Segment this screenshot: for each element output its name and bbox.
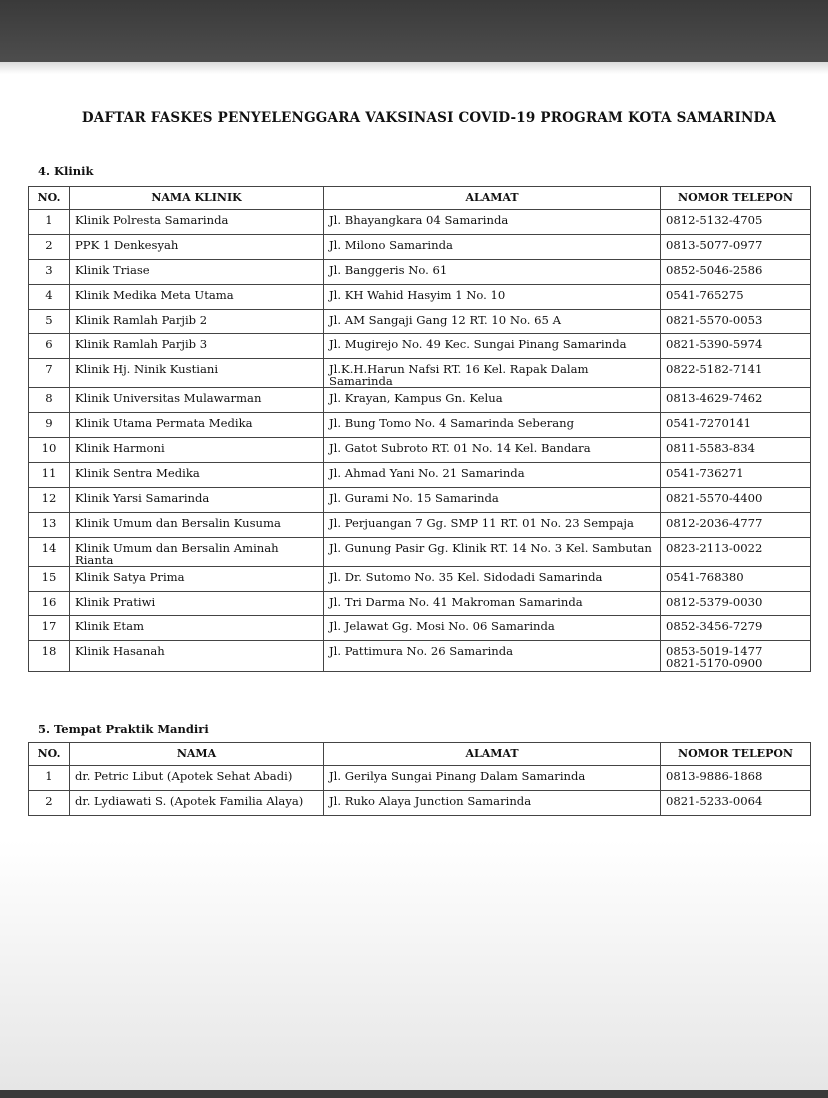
row-name: Klinik Harmoni [70, 438, 324, 463]
table-row [29, 359, 811, 388]
table-row [29, 234, 811, 259]
row-phone: 0812-5132-4705 [661, 210, 811, 235]
table-row [29, 766, 811, 791]
row-name: Klinik Yarsi Samarinda [70, 487, 324, 512]
column-header-phone: NOMOR TELEPON [661, 743, 811, 766]
row-address: Jl. Perjuangan 7 Gg. SMP 11 RT. 01 No. 23 Sempaja [324, 512, 661, 537]
table-row [29, 388, 811, 413]
table-row [29, 641, 811, 672]
column-header-phone: NOMOR TELEPON [661, 187, 811, 210]
row-number: 17 [29, 616, 70, 641]
row-name: Klinik Satya Prima [70, 566, 324, 591]
row-number: 9 [29, 413, 70, 438]
row-address: Jl. Bung Tomo No. 4 Samarinda Seberang [324, 413, 661, 438]
row-number: 15 [29, 566, 70, 591]
table-row [29, 512, 811, 537]
row-name: Klinik Medika Meta Utama [70, 284, 324, 309]
row-name: Klinik Ramlah Parjib 2 [70, 309, 324, 334]
row-address: Jl. Gerilya Sungai Pinang Dalam Samarinda [324, 766, 661, 791]
row-address: Jl. Krayan, Kampus Gn. Kelua [324, 388, 661, 413]
table-row [29, 309, 811, 334]
row-name: Klinik Etam [70, 616, 324, 641]
row-number: 13 [29, 512, 70, 537]
column-header-name: NAMA [70, 743, 324, 766]
column-header-no: NO. [29, 187, 70, 210]
row-number: 10 [29, 438, 70, 463]
row-name: dr. Lydiawati S. (Apotek Familia Alaya) [70, 790, 324, 815]
section-heading-tempat-praktik-mandiri: 5. Tempat Praktik Mandiri [38, 722, 209, 736]
row-name: dr. Petric Libut (Apotek Sehat Abadi) [70, 766, 324, 791]
row-address: Jl. Gurami No. 15 Samarinda [324, 487, 661, 512]
row-address: Jl. Gunung Pasir Gg. Klinik RT. 14 No. 3 Kel. Sambutan [324, 537, 661, 566]
row-address: Jl. KH Wahid Hasyim 1 No. 10 [324, 284, 661, 309]
window-bottom-bar [0, 1090, 828, 1098]
table-row [29, 537, 811, 566]
row-phone: 0541-7270141 [661, 413, 811, 438]
row-address: Jl. AM Sangaji Gang 12 RT. 10 No. 65 A [324, 309, 661, 334]
row-phone: 0822-5182-7141 [661, 359, 811, 388]
table-row [29, 210, 811, 235]
row-address: Jl. Pattimura No. 26 Samarinda [324, 641, 661, 672]
row-address: Jl. Mugirejo No. 49 Kec. Sungai Pinang Samarinda [324, 334, 661, 359]
row-name: Klinik Sentra Medika [70, 463, 324, 488]
row-phone: 0812-2036-4777 [661, 512, 811, 537]
row-number: 14 [29, 537, 70, 566]
row-phone: 0541-765275 [661, 284, 811, 309]
row-number: 3 [29, 259, 70, 284]
row-phone [661, 641, 811, 672]
row-address: Jl. Milono Samarinda [324, 234, 661, 259]
row-number: 2 [29, 790, 70, 815]
row-number: 18 [29, 641, 70, 672]
row-phone-primary: 0853-5019-1477 [666, 644, 763, 659]
document-title: DAFTAR FASKES PENYELENGGARA VAKSINASI COVID-19 PROGRAM KOTA SAMARINDA [81, 110, 777, 126]
row-name: Klinik Umum dan Bersalin Aminah Rianta [70, 537, 324, 566]
row-phone: 0811-5583-834 [661, 438, 811, 463]
row-phone: 0812-5379-0030 [661, 591, 811, 616]
table-header-row [29, 743, 811, 766]
table-row [29, 438, 811, 463]
table-row [29, 284, 811, 309]
page-top-shadow [0, 62, 828, 74]
row-phone-secondary: 0821-5170-0900 [666, 656, 763, 671]
row-number: 2 [29, 234, 70, 259]
row-number: 5 [29, 309, 70, 334]
row-number: 1 [29, 766, 70, 791]
row-address: Jl.K.H.Harun Nafsi RT. 16 Kel. Rapak Dalam Samarinda [324, 359, 661, 388]
row-address: Jl. Banggeris No. 61 [324, 259, 661, 284]
row-address: Jl. Gatot Subroto RT. 01 No. 14 Kel. Bandara [324, 438, 661, 463]
table-row [29, 487, 811, 512]
table-row [29, 790, 811, 815]
row-phone: 0813-5077-0977 [661, 234, 811, 259]
row-name: Klinik Utama Permata Medika [70, 413, 324, 438]
row-address: Jl. Ahmad Yani No. 21 Samarinda [324, 463, 661, 488]
table-row [29, 259, 811, 284]
column-header-name: NAMA KLINIK [70, 187, 324, 210]
row-address: Jl. Dr. Sutomo No. 35 Kel. Sidodadi Samarinda [324, 566, 661, 591]
table-row [29, 591, 811, 616]
row-address: Jl. Tri Darma No. 41 Makroman Samarinda [324, 591, 661, 616]
row-phone: 0852-5046-2586 [661, 259, 811, 284]
table-row [29, 616, 811, 641]
row-phone: 0541-768380 [661, 566, 811, 591]
table-row [29, 463, 811, 488]
row-number: 16 [29, 591, 70, 616]
row-name: Klinik Pratiwi [70, 591, 324, 616]
row-number: 8 [29, 388, 70, 413]
row-number: 1 [29, 210, 70, 235]
table-row [29, 334, 811, 359]
klinik-table [28, 186, 811, 672]
column-header-address: ALAMAT [324, 743, 661, 766]
row-address: Jl. Ruko Alaya Junction Samarinda [324, 790, 661, 815]
row-name: Klinik Hasanah [70, 641, 324, 672]
row-name: Klinik Triase [70, 259, 324, 284]
row-name: Klinik Ramlah Parjib 3 [70, 334, 324, 359]
row-number: 4 [29, 284, 70, 309]
row-phone: 0852-3456-7279 [661, 616, 811, 641]
page-bottom-shade [0, 840, 828, 1090]
praktik-mandiri-table [28, 742, 811, 816]
row-name: Klinik Hj. Ninik Kustiani [70, 359, 324, 388]
section-heading-klinik: 4. Klinik [38, 164, 94, 178]
row-phone: 0821-5570-0053 [661, 309, 811, 334]
row-name: Klinik Umum dan Bersalin Kusuma [70, 512, 324, 537]
row-number: 12 [29, 487, 70, 512]
table-row [29, 413, 811, 438]
table-row [29, 566, 811, 591]
column-header-no: NO. [29, 743, 70, 766]
row-name: PPK 1 Denkesyah [70, 234, 324, 259]
row-address: Jl. Jelawat Gg. Mosi No. 06 Samarinda [324, 616, 661, 641]
row-phone: 0541-736271 [661, 463, 811, 488]
row-phone: 0821-5570-4400 [661, 487, 811, 512]
window-top-bar [0, 0, 828, 62]
row-phone: 0813-4629-7462 [661, 388, 811, 413]
table-header-row [29, 187, 811, 210]
row-phone: 0821-5390-5974 [661, 334, 811, 359]
row-name: Klinik Universitas Mulawarman [70, 388, 324, 413]
row-phone: 0821-5233-0064 [661, 790, 811, 815]
row-name: Klinik Polresta Samarinda [70, 210, 324, 235]
row-number: 7 [29, 359, 70, 388]
row-number: 11 [29, 463, 70, 488]
row-phone: 0823-2113-0022 [661, 537, 811, 566]
row-phone: 0813-9886-1868 [661, 766, 811, 791]
row-address: Jl. Bhayangkara 04 Samarinda [324, 210, 661, 235]
row-number: 6 [29, 334, 70, 359]
column-header-address: ALAMAT [324, 187, 661, 210]
